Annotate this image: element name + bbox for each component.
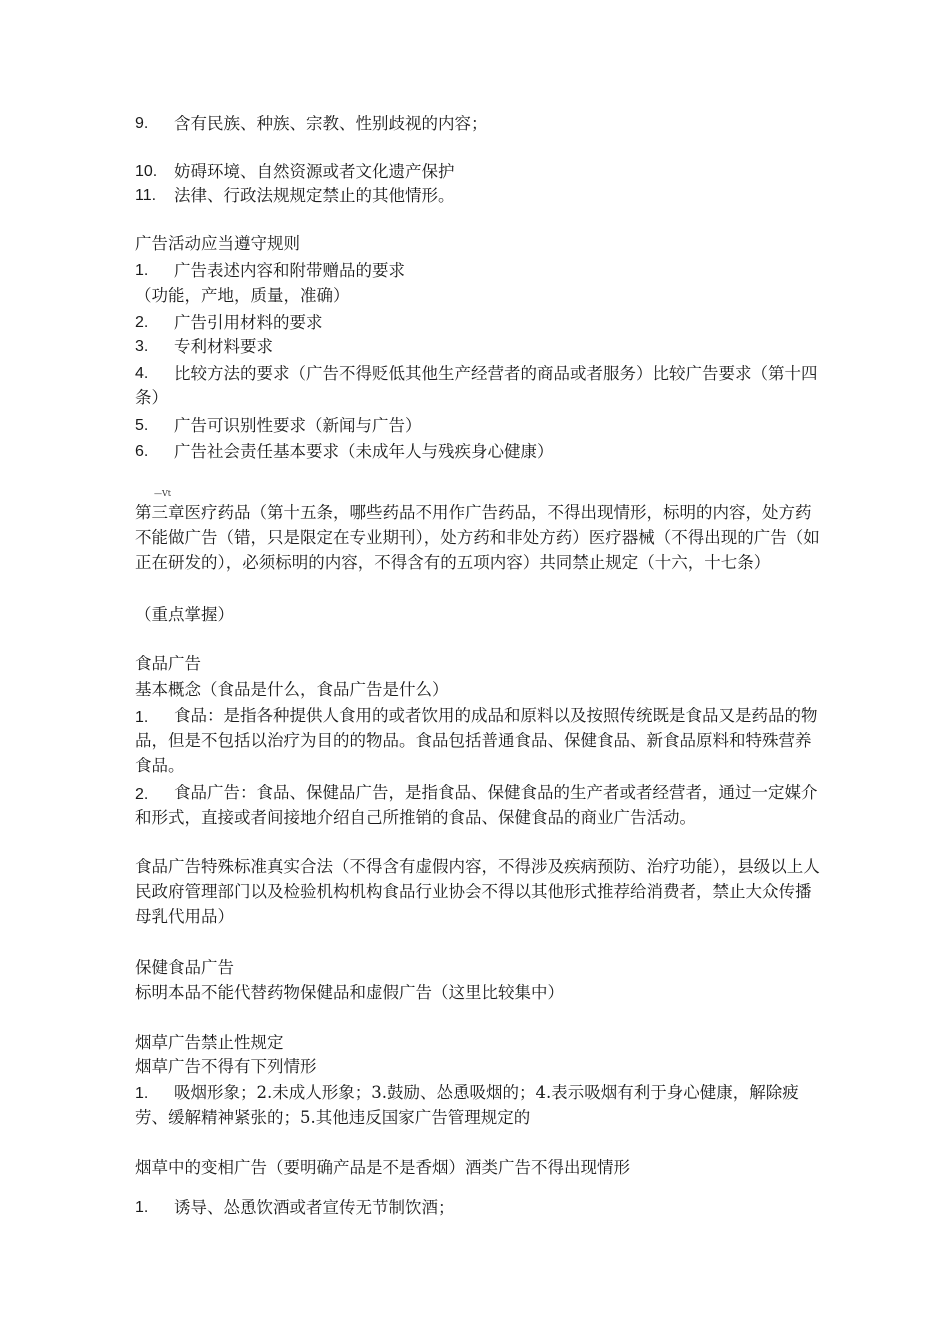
- list-number: 1.: [135, 262, 149, 279]
- list-number: 4.: [135, 365, 149, 382]
- section-heading: 广告活动应当遵守规则: [135, 234, 300, 253]
- list-number: 1.: [135, 709, 149, 726]
- list-text: 专利材料要求: [174, 337, 273, 356]
- list-text: 法律、行政法规规定禁止的其他情形。: [174, 186, 455, 205]
- list-text: 广告表述内容和附带赠品的要求: [174, 261, 405, 280]
- food-special-paragraph: 食品广告特殊标准真实合法（不得含有虚假内容，不得涉及疾病预防、治疗功能），县级以上人民政府管理部门以及检验机构机构食品行业协会不得以其他形式推荐给消费者，禁止大众传播母乳代用品）: [135, 857, 820, 926]
- list-number: 2.: [135, 314, 149, 331]
- section-subheading: 烟草广告不得有下列情形: [135, 1057, 317, 1076]
- list-text: 广告社会责任基本要求（未成年人与残疾身心健康）: [174, 442, 554, 461]
- list-number: 3.: [135, 338, 149, 355]
- list-text: 妨碍环境、自然资源或者文化遗产保护: [174, 162, 455, 181]
- list-number: 10.: [135, 163, 158, 180]
- note-text: （功能，产地，质量，准确）: [135, 286, 350, 305]
- section-heading: 食品广告: [135, 654, 201, 673]
- list-text: 诱导、怂恿饮酒或者宣传无节制饮酒；: [174, 1198, 455, 1217]
- list-text-wrapped: 食品：是指各种提供人食用的或者饮用的成品和原料以及按照传统既是食品又是药品的物品，但是不包括以治疗为目的的物品。食品包括普通食品、保健食品、新食品原料和特殊营养食品。: [135, 706, 818, 775]
- list-number: 5.: [135, 417, 149, 434]
- list-text-wrapped: 食品广告：食品、保健品广告，是指食品、保健食品的生产者或者经营者，通过一定媒介和形式，直接或者间接地介绍自己所推销的食品、保健食品的商业广告活动。: [135, 783, 818, 827]
- list-number: 11.: [135, 187, 157, 204]
- list-number: 1.: [135, 1085, 149, 1102]
- list-text: 广告引用材料的要求: [174, 313, 323, 332]
- body-text: 标明本品不能代替药物保健品和虚假广告（这里比较集中）: [135, 983, 564, 1002]
- section-heading: 烟草广告禁止性规定: [135, 1033, 284, 1052]
- list-number: 9.: [135, 115, 149, 132]
- section-subheading: 基本概念（食品是什么，食品广告是什么）: [135, 680, 449, 699]
- list-text-wrapped: 吸烟形象；2.未成人形象；3.鼓励、怂恿吸烟的；4.表示吸烟有利于身心健康，解除疲劳、缓解精神紧张的；5.其他违反国家广告管理规定的: [135, 1083, 799, 1127]
- section-heading: 保健食品广告: [135, 958, 234, 977]
- chapter-paragraph: 第三章医疗药品（第十五条，哪些药品不用作广告药品，不得出现情形，标明的内容，处方药不能做广告（错，只是限定在专业期刊），处方药和非处方药）医疗器械（不得出现的广告（如正在研发的），必须标明的内容，不得含有的五项内容）共同禁止规定（十六，十七条）: [135, 503, 820, 572]
- list-text: 含有民族、种族、宗教、性别歧视的内容；: [174, 114, 488, 133]
- body-text: 烟草中的变相广告（要明确产品是不是香烟）酒类广告不得出现情形: [135, 1158, 630, 1177]
- list-number: 6.: [135, 443, 149, 460]
- list-text: 广告可识别性要求（新闻与广告）: [174, 416, 422, 435]
- list-number: 2.: [135, 786, 149, 803]
- small-mark: —Vt: [154, 489, 171, 498]
- note-text: （重点掌握）: [135, 605, 234, 624]
- list-text-wrapped: 比较方法的要求（广告不得贬低其他生产经营者的商品或者服务）比较广告要求（第十四条）: [135, 364, 818, 407]
- list-number: 1.: [135, 1199, 149, 1216]
